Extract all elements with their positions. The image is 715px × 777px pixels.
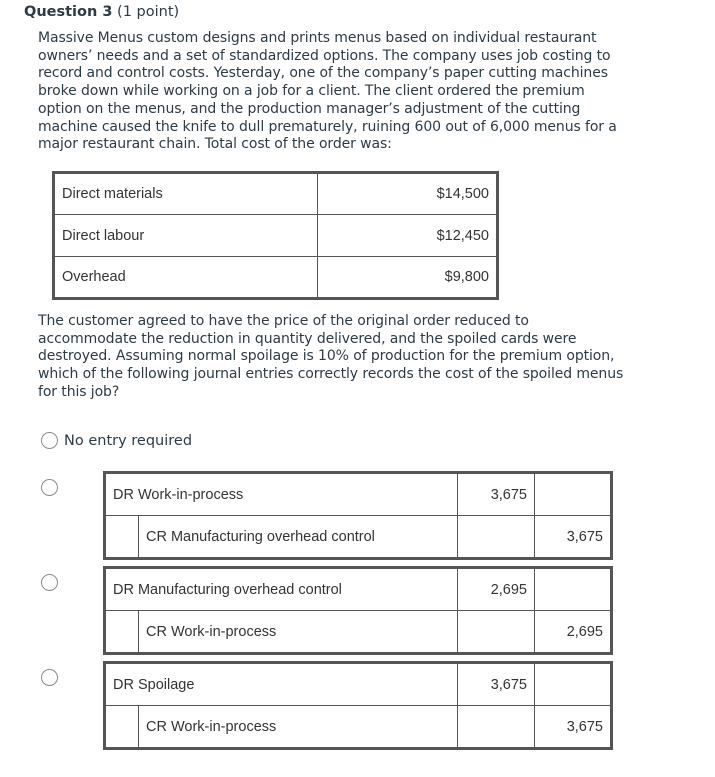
cost-amount: $9,800 <box>318 257 498 299</box>
cost-label: Direct labour <box>54 215 318 257</box>
journal-entry-option-3 <box>103 566 613 655</box>
debit-amount-empty <box>458 706 535 749</box>
table-row <box>54 257 498 299</box>
indent-cell <box>105 611 139 654</box>
debit-account: DR Spoilage <box>105 663 458 706</box>
question-header <box>24 3 179 21</box>
credit-account: CR Work-in-process <box>139 706 458 749</box>
cost-label: Direct materials <box>54 173 318 215</box>
indent-cell <box>105 516 139 559</box>
credit-amount: 2,695 <box>535 611 612 654</box>
table-row <box>105 516 612 559</box>
radio-option-2[interactable] <box>41 479 58 496</box>
radio-option-no-entry[interactable] <box>41 432 58 449</box>
cost-amount: $14,500 <box>318 173 498 215</box>
table-row <box>105 611 612 654</box>
debit-amount: 3,675 <box>458 473 535 516</box>
cost-label: Overhead <box>54 257 318 299</box>
question-points: (1 point) <box>117 4 180 20</box>
debit-amount-empty <box>458 611 535 654</box>
cost-table <box>52 171 499 300</box>
credit-amount-empty <box>535 663 612 706</box>
credit-amount-empty <box>535 473 612 516</box>
debit-amount-empty <box>458 516 535 559</box>
table-row <box>54 215 498 257</box>
credit-amount: 3,675 <box>535 516 612 559</box>
indent-cell <box>105 706 139 749</box>
radio-option-4[interactable] <box>41 669 58 686</box>
credit-account: CR Work-in-process <box>139 611 458 654</box>
debit-account: DR Work-in-process <box>105 473 458 516</box>
question-followup: The customer agreed to have the price of the original order reduced to accommodate the reduction in quantity delivered, and the spoiled cards were destroyed. Assuming normal spoilage is 10% of production for the premium option, which of the following journal entries correctly records the cost of the spoiled menus for this job? <box>38 313 624 400</box>
table-row <box>54 173 498 215</box>
cost-amount: $12,450 <box>318 215 498 257</box>
option-no-entry-label[interactable]: No entry required <box>64 433 193 449</box>
debit-amount: 3,675 <box>458 663 535 706</box>
debit-amount: 2,695 <box>458 568 535 611</box>
debit-account: DR Manufacturing overhead control <box>105 568 458 611</box>
credit-account: CR Manufacturing overhead control <box>139 516 458 559</box>
journal-entry-option-4 <box>103 661 613 750</box>
radio-option-3[interactable] <box>41 574 58 591</box>
question-title: Question 3 <box>24 4 113 20</box>
question-intro: Massive Menus custom designs and prints menus based on individual restaurant owners’ needs and a set of standardized options. The company uses job costing to record and control costs. Yesterday, one of the company’s paper cutting machines broke down while working on a job for a client. The client ordered the premium option on the menus, and the production manager’s adjustment of the cutting machine caused the knife to dull prematurely, ruining 600 out of 6,000 menus for a major restaurant chain. Total cost of the order was: <box>38 30 617 153</box>
table-row <box>105 473 612 516</box>
table-row <box>105 663 612 706</box>
table-row <box>105 568 612 611</box>
table-row <box>105 706 612 749</box>
credit-amount-empty <box>535 568 612 611</box>
journal-entry-option-2 <box>103 471 613 560</box>
credit-amount: 3,675 <box>535 706 612 749</box>
